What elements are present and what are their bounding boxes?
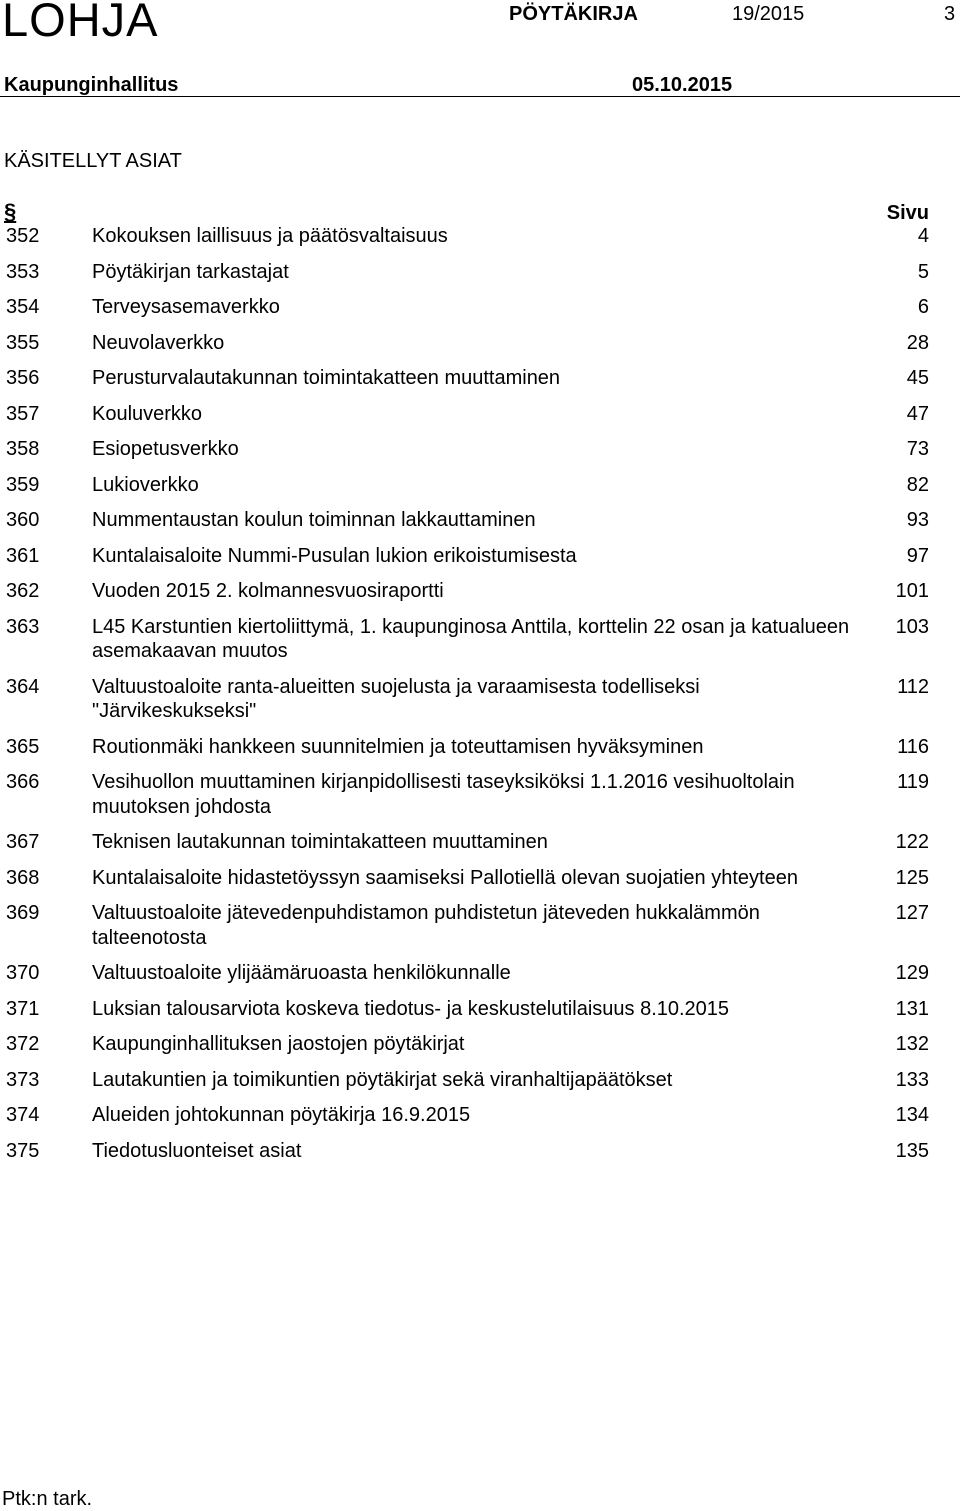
agenda-item-number: 365	[6, 735, 40, 758]
agenda-item-title: Kuntalaisaloite hidastetöyssyn saamiseksi Pallotiellä olevan suojatien yhteyteen	[92, 866, 798, 889]
agenda-item-number: 363	[6, 615, 40, 638]
header-divider	[0, 96, 960, 97]
agenda-item-title: Vuoden 2015 2. kolmannesvuosiraportti	[92, 580, 444, 602]
agenda-item-title: Kuntalaisaloite Nummi-Pusulan lukion erikoistumisesta	[92, 544, 577, 567]
agenda-item	[0, 1139, 960, 1175]
agenda-item	[0, 473, 960, 509]
agenda-item	[0, 830, 960, 866]
agenda-item-page: 82	[906, 473, 929, 496]
agenda-item-page: 97	[906, 544, 929, 567]
agenda-item-title: Valtuustoaloite jätevedenpuhdistamon puhdistetun jäteveden hukkalämmön talteenotosta	[92, 902, 760, 949]
agenda-item-number: 353	[6, 260, 40, 283]
agenda-item-page: 133	[895, 1068, 929, 1091]
agenda-item-title: Alueiden johtokunnan pöytäkirja 16.9.2015	[92, 1104, 471, 1126]
agenda-item	[0, 402, 960, 438]
agenda-item-title: Valtuustoaloite ranta-alueitten suojelusta ja varaamisesta todelliseksi "Järvikeskukseksi"	[92, 675, 700, 722]
agenda-item	[0, 544, 960, 580]
agenda-item-number: 366	[6, 771, 40, 793]
agenda-item	[0, 437, 960, 473]
agenda-item-page: 131	[895, 997, 929, 1020]
agenda-item	[0, 579, 960, 615]
agenda-item-number: 369	[6, 902, 40, 924]
agenda-item-number: 370	[6, 962, 40, 984]
agenda-item-page: 93	[906, 509, 929, 531]
page-column-label: Sivu	[886, 202, 929, 224]
section-column-label: §	[4, 199, 17, 224]
agenda-item	[0, 224, 960, 260]
meeting-date: 05.10.2015	[632, 74, 733, 96]
agenda-item-page: 28	[906, 331, 929, 354]
agenda-item-page: 5	[917, 260, 929, 283]
agenda-item	[0, 615, 960, 675]
agenda-item	[0, 997, 960, 1033]
agenda-item	[0, 1103, 960, 1139]
agenda-item-number: 372	[6, 1033, 40, 1055]
agenda-item-title: Valtuustoaloite ylijäämäruoasta henkilökunnalle	[92, 962, 511, 984]
agenda-item	[0, 331, 960, 367]
agenda-item	[0, 675, 960, 735]
agenda-item-number: 359	[6, 473, 40, 496]
agenda-item-page: 119	[897, 771, 929, 793]
agenda-item-number: 361	[6, 544, 40, 567]
agenda-item-title: Teknisen lautakunnan toimintakatteen muuttaminen	[92, 831, 548, 853]
agenda-item-page: 112	[897, 675, 929, 698]
agenda-item-page: 6	[917, 296, 929, 318]
agenda-item	[0, 866, 960, 902]
agenda-item-title: Lautakuntien ja toimikuntien pöytäkirjat sekä viranhaltijapäätökset	[92, 1068, 673, 1091]
agenda-item-number: 360	[6, 509, 40, 531]
agenda-item-page: 134	[895, 1104, 929, 1126]
agenda-item-title: Lukioverkko	[92, 473, 199, 496]
agenda-item-page: 125	[895, 866, 929, 889]
agenda-item-title: L45 Karstuntien kiertoliittymä, 1. kaupunginosa Anttila, korttelin 22 osan ja katualueen asemakaavan muutos	[92, 615, 850, 662]
agenda-item-title: Tiedotusluonteiset asiat	[92, 1139, 302, 1162]
agenda-item-page: 132	[895, 1033, 929, 1055]
agenda-item-number: 352	[6, 225, 40, 247]
document-type: PÖYTÄKIRJA	[509, 3, 638, 25]
agenda-item-number: 371	[6, 997, 40, 1020]
agenda-item-title: Nummentaustan koulun toiminnan lakkauttaminen	[92, 509, 536, 531]
agenda-item	[0, 961, 960, 997]
agenda-item-number: 355	[6, 331, 40, 354]
page-number: 3	[944, 3, 956, 25]
agenda-item	[0, 295, 960, 331]
footer-signature-note: Ptk:n tark.	[2, 1488, 93, 1510]
agenda-item-title: Terveysasemaverkko	[92, 296, 280, 318]
agenda-item	[0, 901, 960, 961]
agenda-item-page: 103	[895, 615, 929, 638]
agenda-item-title: Luksian talousarviota koskeva tiedotus- ja keskustelutilaisuus 8.10.2015	[92, 997, 730, 1020]
agenda-item-number: 357	[6, 402, 40, 425]
agenda-item-title: Vesihuollon muuttaminen kirjanpidollisesti taseyksiköksi 1.1.2016 vesihuoltolain muutoksen johdosta	[92, 771, 795, 818]
agenda-item-page: 116	[897, 735, 929, 758]
agenda-item	[0, 260, 960, 296]
document-number: 19/2015	[732, 3, 805, 25]
agenda-item-number: 373	[6, 1068, 40, 1091]
agenda-item-page: 127	[895, 902, 929, 924]
agenda-item-title: Pöytäkirjan tarkastajat	[92, 260, 289, 283]
agenda-item-number: 364	[6, 675, 40, 698]
agenda-item	[0, 770, 960, 830]
agenda-item-list	[0, 224, 960, 1174]
agenda-item-title: Esiopetusverkko	[92, 438, 239, 460]
agenda-item-number: 367	[6, 831, 40, 853]
agenda-item-page: 122	[895, 831, 929, 853]
agenda-item-number: 356	[6, 367, 40, 389]
agenda-item	[0, 735, 960, 771]
agenda-item-number: 374	[6, 1104, 40, 1126]
agenda-item-title: Kaupunginhallituksen jaostojen pöytäkirjat	[92, 1033, 465, 1055]
agenda-item-title: Routionmäki hankkeen suunnitelmien ja toteuttamisen hyväksyminen	[92, 735, 704, 758]
agenda-item-page: 45	[906, 367, 929, 389]
governing-body: Kaupunginhallitus	[4, 74, 179, 96]
agenda-item-page: 135	[895, 1139, 929, 1162]
agenda-item	[0, 366, 960, 402]
agenda-item-title: Neuvolaverkko	[92, 331, 225, 354]
agenda-item-title: Kokouksen laillisuus ja päätösvaltaisuus	[92, 225, 448, 247]
agenda-item-number: 362	[6, 580, 40, 602]
city-logo: LOHJA	[2, 0, 159, 46]
agenda-item-number: 354	[6, 296, 40, 318]
agenda-item-page: 4	[917, 225, 929, 247]
agenda-item-page: 101	[895, 580, 929, 602]
agenda-item-page: 47	[906, 402, 929, 425]
agenda-item	[0, 1068, 960, 1104]
agenda-item-number: 375	[6, 1139, 40, 1162]
section-title: KÄSITELLYT ASIAT	[4, 150, 182, 172]
agenda-item-number: 358	[6, 438, 40, 460]
agenda-item	[0, 508, 960, 544]
agenda-item-page: 73	[906, 438, 929, 460]
agenda-item-page: 129	[895, 962, 929, 984]
agenda-item-title: Perusturvalautakunnan toimintakatteen muuttaminen	[92, 367, 561, 389]
page-header	[0, 0, 960, 100]
agenda-item-number: 368	[6, 866, 40, 889]
agenda-item-title: Kouluverkko	[92, 402, 203, 425]
agenda-item	[0, 1032, 960, 1068]
